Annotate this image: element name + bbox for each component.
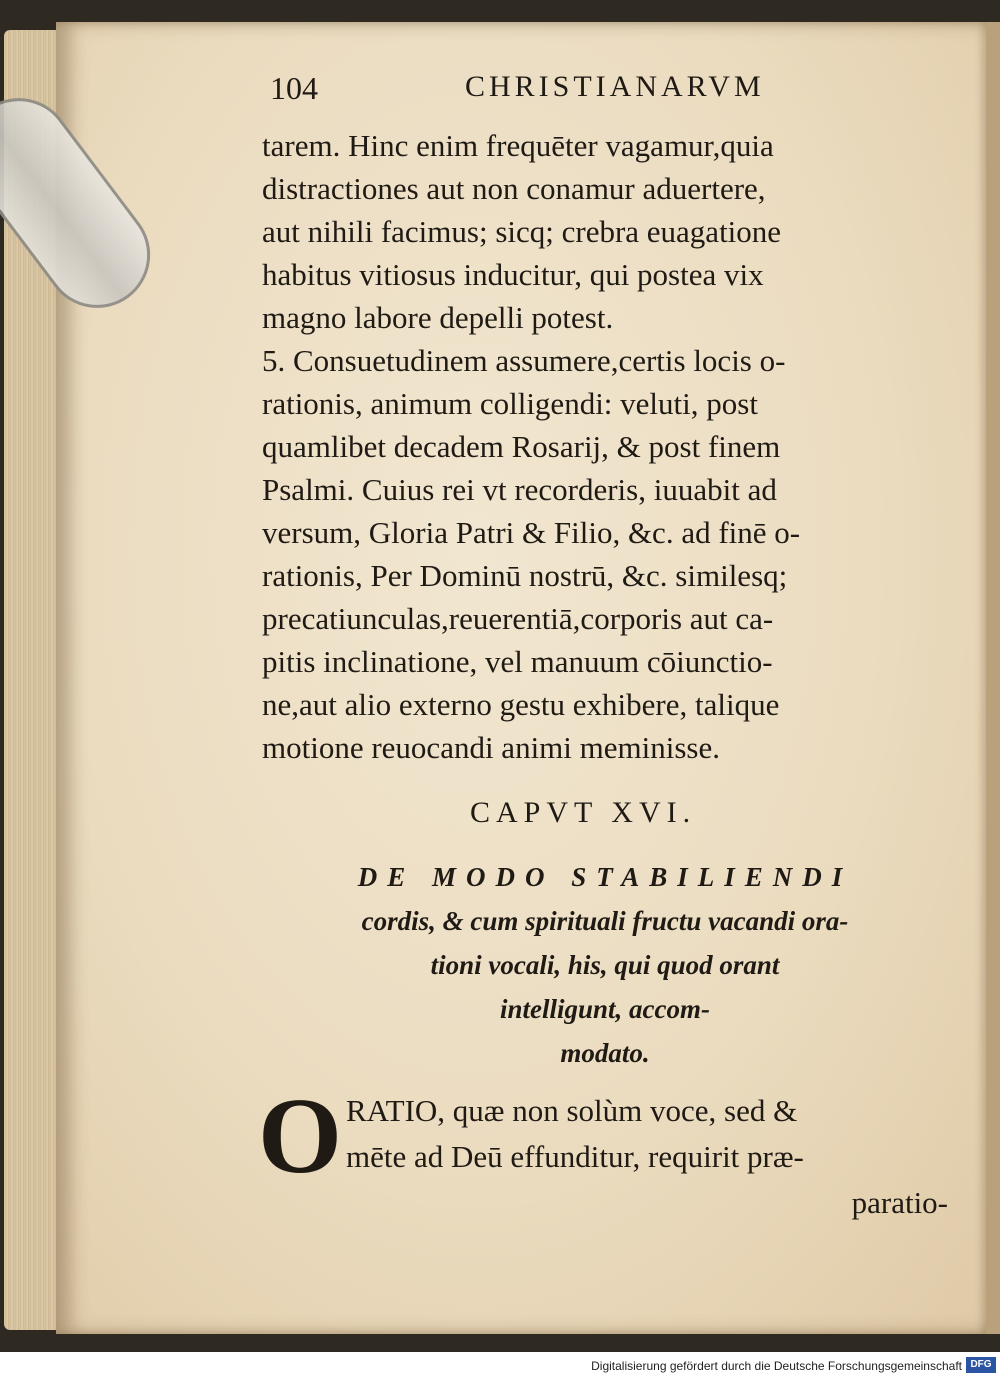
- text-line: quamlibet decadem Rosarij, & post finem: [262, 429, 781, 464]
- subtitle-line: tioni vocali, his, qui quod orant: [430, 950, 780, 980]
- catchword: paratio-: [851, 1185, 948, 1220]
- page-header: [270, 70, 830, 110]
- text-line: tarem. Hinc enim frequēter vagamur,quia: [262, 128, 774, 163]
- binding-edge: [986, 22, 1000, 1334]
- text-line: RATIO, quæ non solùm voce, sed &: [346, 1093, 798, 1128]
- subtitle-line: DE MODO STABILIENDI: [357, 862, 853, 892]
- dfg-logo: DFG: [966, 1357, 996, 1373]
- opening-paragraph: [258, 1077, 958, 1226]
- text-line: rationis, animum colligendi: veluti, post: [262, 386, 758, 421]
- text-line: pitis inclinatione, vel manuum cōiunctio-: [262, 644, 773, 679]
- text-line: versum, Gloria Patri & Filio, &c. ad finē o-: [262, 515, 801, 550]
- chapter-heading: CAPVT XVI.: [470, 796, 697, 829]
- subtitle-line: cordis, & cum spirituali fructu vacandi ora-: [361, 906, 849, 936]
- text-line: distractiones aut non conamur aduertere,: [262, 171, 766, 206]
- text-line: habitus vitiosus inducitur, qui postea vix: [262, 257, 764, 292]
- text-line: Psalmi. Cuius rei vt recorderis, iuuabit ad: [262, 472, 777, 507]
- page-number: 104: [270, 70, 318, 106]
- drop-cap: O: [258, 1077, 343, 1196]
- text-line: precatiunculas,reuerentiā,corporis aut ca-: [262, 601, 774, 636]
- running-title: CHRISTIANARVM: [465, 70, 765, 103]
- body-text: [262, 124, 962, 769]
- text-line: mēte ad Deū effunditur, requirit præ-: [346, 1139, 804, 1174]
- chapter-subtitle: [255, 855, 955, 1075]
- subtitle-line: modato.: [560, 1038, 650, 1068]
- text-line: aut nihili facimus; sicq; crebra euagatione: [262, 214, 782, 249]
- subtitle-line: intelligunt, accom-: [499, 994, 710, 1024]
- text-line: magno labore depelli potest.: [262, 300, 614, 335]
- text-line: ne,aut alio externo gestu exhibere, talique: [262, 687, 780, 722]
- text-line: 5. Consuetudinem assumere,certis locis o-: [262, 343, 786, 378]
- funding-credit: Digitalisierung gefördert durch die Deutsche Forschungsgemeinschaft: [591, 1359, 962, 1373]
- text-line: rationis, Per Dominū nostrū, &c. similesq;: [262, 558, 788, 593]
- text-line: motione reuocandi animi meminisse.: [262, 730, 721, 765]
- footer-bar: [0, 1352, 1000, 1380]
